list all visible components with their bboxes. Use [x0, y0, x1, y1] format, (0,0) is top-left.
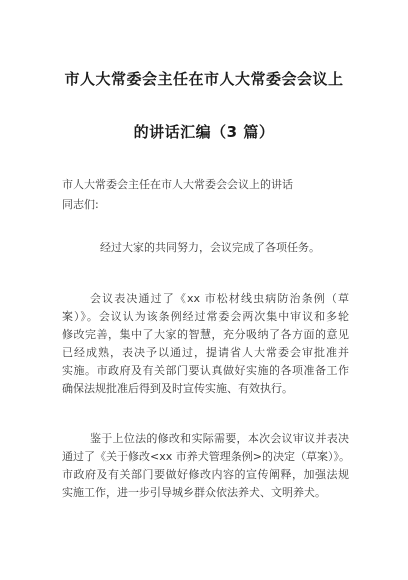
paragraph-2-line: 实施。市政府及有关部门要认真做好实施的各项准备工作 — [62, 364, 349, 377]
paragraph-2-line: 会议表决通过了《xx 市松材线虫病防治条例（草 — [90, 292, 349, 305]
paragraph-2-line: 案）》。会议认为该条例经过常委会两次集中审议和多轮 — [62, 310, 349, 323]
paragraph-2-line: 确保法规批准后得到及时宣传实施、有效执行。 — [62, 382, 293, 395]
document-title-line-1: 市人大常委会主任在市人大常委会会议上 — [64, 70, 344, 88]
paragraph-1: 经过大家的共同努力，会议完成了各项任务。 — [100, 241, 320, 254]
salutation: 同志们: — [62, 198, 99, 211]
paragraph-3-line: 市政府及有关部门要做好修改内容的宣传阐释，加强法规 — [62, 468, 349, 481]
paragraph-3-line: 通过了《关于修改<xx 市养犬管理条例>的决定（草案）》。 — [62, 450, 350, 463]
paragraph-2-line: 已经成熟，表决予以通过，提请省人大常委会审批准并 — [62, 346, 349, 359]
intro-line: 市人大常委会主任在市人大常委会会议上的讲话 — [62, 178, 293, 191]
paragraph-3-line: 鉴于上位法的修改和实际需要，本次会议审议并表决 — [90, 432, 349, 445]
paragraph-2-line: 修改完善，集中了大家的智慧，充分吸纳了各方面的意见 — [62, 328, 349, 341]
document-title-line-2: 的讲话汇编（3 篇） — [133, 123, 275, 141]
paragraph-3-line: 实施工作，进一步引导城乡群众依法养犬、文明养犬。 — [62, 486, 326, 499]
